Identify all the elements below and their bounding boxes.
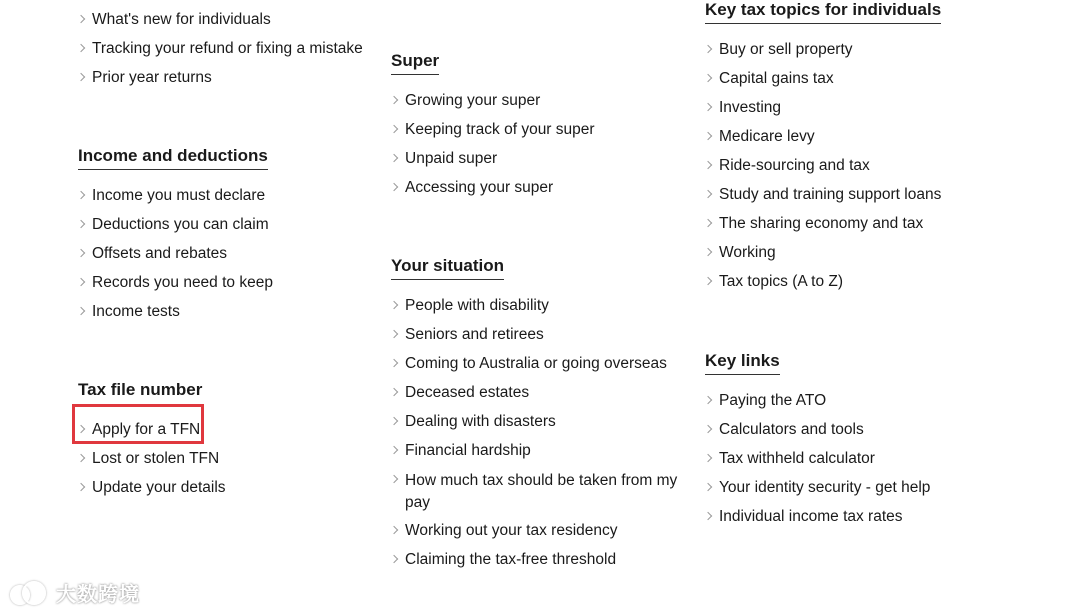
link-sharing-economy[interactable] [705, 214, 941, 243]
chevron-right-icon [704, 132, 712, 140]
link-records[interactable] [78, 273, 273, 302]
link-update-details[interactable] [78, 478, 226, 507]
link-disasters[interactable] [391, 412, 681, 441]
link-label: Financial hardship [405, 442, 531, 459]
income-links-list [78, 186, 273, 331]
link-paying-ato[interactable] [705, 391, 930, 420]
link-accessing-super[interactable] [391, 178, 595, 207]
link-label: Coming to Australia or going overseas [405, 355, 667, 372]
link-ride-sourcing[interactable] [705, 156, 941, 185]
link-label: The sharing economy and tax [719, 215, 924, 232]
link-label: Growing your super [405, 92, 541, 109]
link-label: Working [719, 244, 776, 261]
chevron-right-icon [77, 454, 85, 462]
chevron-right-icon [390, 301, 398, 309]
link-label: Unpaid super [405, 150, 498, 167]
heading-income-deductions: Income and deductions [78, 146, 268, 170]
link-unpaid-super[interactable] [391, 149, 595, 178]
chevron-right-icon [77, 191, 85, 199]
link-identity-security[interactable] [705, 478, 930, 507]
link-label: People with disability [405, 297, 549, 314]
link-label: Your identity security - get help [719, 479, 931, 496]
link-label: How much tax should be taken from my pay [405, 472, 678, 511]
link-capital-gains[interactable] [705, 69, 941, 98]
chevron-right-icon [77, 307, 85, 315]
chevron-right-icon [390, 154, 398, 162]
link-lost-stolen-tfn[interactable] [78, 449, 226, 478]
link-medicare-levy[interactable] [705, 127, 941, 156]
heading-key-links: Key links [705, 351, 780, 375]
link-label: Working out your tax residency [405, 522, 618, 539]
link-tax-topics-a-z[interactable] [705, 272, 941, 301]
watermark-text: 大数跨境 [56, 584, 140, 606]
chevron-right-icon [704, 483, 712, 491]
link-buy-sell-property[interactable] [705, 40, 941, 69]
link-label: Medicare levy [719, 128, 815, 145]
chevron-right-icon [390, 96, 398, 104]
link-label: Investing [719, 99, 782, 116]
chevron-right-icon [704, 396, 712, 404]
chevron-right-icon [77, 73, 85, 81]
chevron-right-icon [390, 359, 398, 367]
link-label: Seniors and retirees [405, 326, 544, 343]
chevron-right-icon [77, 278, 85, 286]
chevron-right-icon [77, 249, 85, 257]
link-working[interactable] [705, 243, 941, 272]
link-label: Income tests [92, 303, 180, 320]
link-tax-free-threshold[interactable] [391, 550, 681, 579]
link-label: Tax topics (A to Z) [719, 273, 844, 290]
link-label: Calculators and tools [719, 421, 864, 438]
chevron-right-icon [390, 125, 398, 133]
chevron-right-icon [390, 446, 398, 454]
link-label: Deceased estates [405, 384, 530, 401]
link-tax-withheld-calculator[interactable] [705, 449, 930, 478]
link-label: Ride-sourcing and tax [719, 157, 870, 174]
chevron-right-icon [77, 483, 85, 491]
link-label: Keeping track of your super [405, 121, 595, 138]
situation-links-list [391, 296, 681, 579]
chevron-right-icon [704, 190, 712, 198]
link-growing-super[interactable] [391, 91, 595, 120]
super-links-list [391, 91, 595, 207]
watermark [10, 578, 140, 607]
link-tracking-refund[interactable] [78, 39, 363, 68]
topics-links-list [705, 40, 941, 301]
link-income-tax-rates[interactable] [705, 507, 930, 536]
chevron-right-icon [704, 248, 712, 256]
link-label: Paying the ATO [719, 392, 827, 409]
chevron-right-icon [704, 512, 712, 520]
chevron-right-icon [704, 74, 712, 82]
link-label: Apply for a TFN [92, 421, 201, 438]
chevron-right-icon [390, 475, 398, 483]
chevron-right-icon [390, 526, 398, 534]
link-label: Income you must declare [92, 187, 266, 204]
link-study-loans[interactable] [705, 185, 941, 214]
link-coming-to-australia[interactable] [391, 354, 681, 383]
link-label: Study and training support loans [719, 186, 942, 203]
link-deductions[interactable] [78, 215, 273, 244]
link-seniors-retirees[interactable] [391, 325, 681, 354]
key-links-list [705, 391, 930, 536]
chevron-right-icon [704, 161, 712, 169]
chevron-right-icon [390, 388, 398, 396]
link-prior-year-returns[interactable] [78, 68, 363, 97]
chevron-right-icon [704, 103, 712, 111]
link-label: What's new for individuals [92, 11, 271, 28]
chevron-right-icon [77, 15, 85, 23]
link-label: Tracking your refund or fixing a mistake [92, 40, 363, 57]
link-label: Accessing your super [405, 179, 554, 196]
heading-tax-file-number: Tax file number [78, 380, 203, 399]
chevron-right-icon [390, 330, 398, 338]
link-label: Prior year returns [92, 69, 212, 86]
link-label: Capital gains tax [719, 70, 834, 87]
link-label: Claiming the tax-free threshold [405, 551, 617, 568]
apply-tfn-highlight-box [72, 404, 204, 444]
link-label: Lost or stolen TFN [92, 450, 220, 467]
link-deceased-estates[interactable] [391, 383, 681, 412]
top-links-list [78, 10, 363, 97]
chevron-right-icon [704, 45, 712, 53]
chevron-right-icon [704, 277, 712, 285]
chevron-right-icon [704, 219, 712, 227]
chevron-right-icon [704, 454, 712, 462]
chevron-right-icon [77, 220, 85, 228]
chevron-right-icon [390, 417, 398, 425]
link-disability[interactable] [391, 296, 681, 325]
link-whats-new[interactable] [78, 10, 363, 39]
link-label: Buy or sell property [719, 41, 853, 58]
watermark-logo-icon [10, 581, 52, 605]
chevron-right-icon [704, 425, 712, 433]
link-income-declare[interactable] [78, 186, 273, 215]
link-offsets-rebates[interactable] [78, 244, 273, 273]
link-label: Update your details [92, 479, 226, 496]
link-label: Records you need to keep [92, 274, 273, 291]
heading-super: Super [391, 51, 439, 75]
link-label: Individual income tax rates [719, 508, 903, 525]
link-how-much-tax[interactable] [391, 470, 681, 521]
link-investing[interactable] [705, 98, 941, 127]
link-label: Offsets and rebates [92, 245, 227, 262]
link-financial-hardship[interactable] [391, 441, 681, 470]
heading-key-tax-topics: Key tax topics for individuals [705, 0, 941, 24]
heading-your-situation: Your situation [391, 256, 504, 280]
link-income-tests[interactable] [78, 302, 273, 331]
chevron-right-icon [390, 555, 398, 563]
link-keeping-track-super[interactable] [391, 120, 595, 149]
link-label: Tax withheld calculator [719, 450, 875, 467]
chevron-right-icon [390, 183, 398, 191]
link-label: Dealing with disasters [405, 413, 556, 430]
link-label: Deductions you can claim [92, 216, 269, 233]
link-tax-residency[interactable] [391, 521, 681, 550]
link-calculators-tools[interactable] [705, 420, 930, 449]
chevron-right-icon [77, 44, 85, 52]
